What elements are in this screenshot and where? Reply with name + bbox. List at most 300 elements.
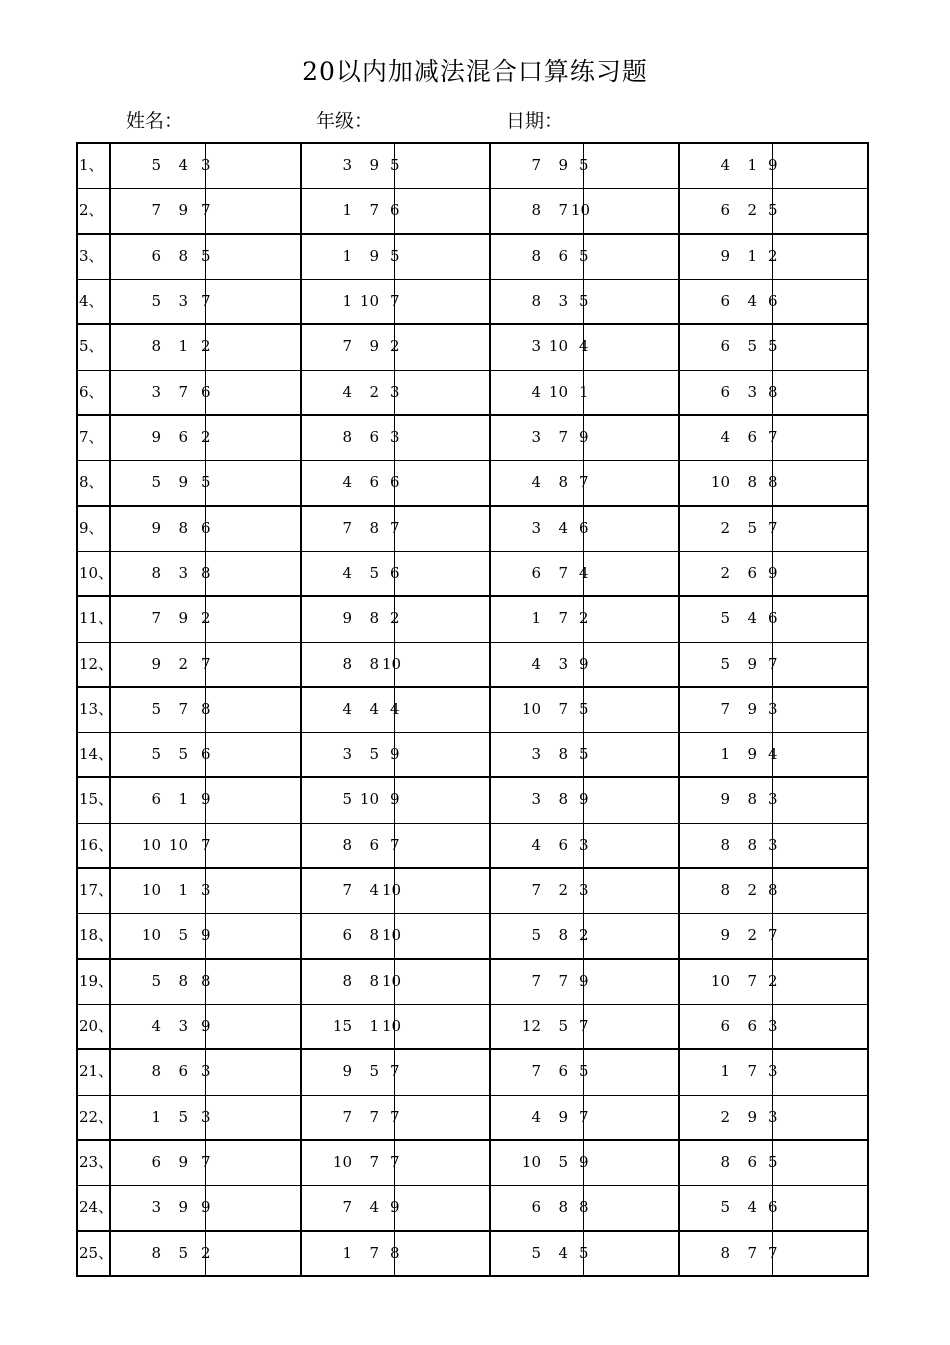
operand-b: 7 xyxy=(369,1243,379,1262)
operand-c: 7 xyxy=(390,1153,400,1172)
operand-b: 7 xyxy=(369,201,379,220)
row-number: 10、 xyxy=(79,563,114,582)
operand-a: 8 xyxy=(151,1243,161,1262)
operand-c: 9 xyxy=(768,563,778,582)
row-number: 21、 xyxy=(79,1062,114,1081)
operand-c: 7 xyxy=(768,654,778,673)
operand-c: 9 xyxy=(201,790,211,809)
row-number: 13、 xyxy=(79,699,114,718)
operand-a: 5 xyxy=(720,609,730,628)
operand-c: 8 xyxy=(390,1243,400,1262)
row-number: 12、 xyxy=(79,654,114,673)
operand-b: 7 xyxy=(369,1107,379,1126)
operand-b: 3 xyxy=(178,291,188,310)
operand-b: 6 xyxy=(558,835,568,854)
operand-c: 5 xyxy=(201,473,211,492)
operand-b: 8 xyxy=(369,926,379,945)
grid-vline xyxy=(678,143,680,1276)
operand-c: 9 xyxy=(579,1153,589,1172)
operand-a: 7 xyxy=(342,518,352,537)
operand-b: 2 xyxy=(747,926,757,945)
operand-b: 1 xyxy=(747,246,757,265)
operand-c: 7 xyxy=(201,1153,211,1172)
operand-b: 7 xyxy=(558,971,568,990)
operand-a: 7 xyxy=(342,881,352,900)
row-number: 11、 xyxy=(79,609,114,628)
operand-a: 6 xyxy=(151,790,161,809)
operand-c: 6 xyxy=(390,201,400,220)
operand-c: 4 xyxy=(579,563,589,582)
operand-b: 4 xyxy=(369,1198,379,1217)
operand-b: 7 xyxy=(178,382,188,401)
operand-c: 7 xyxy=(201,835,211,854)
operand-c: 10 xyxy=(382,926,402,945)
operand-c: 5 xyxy=(579,156,589,174)
row-number: 15、 xyxy=(79,790,114,809)
operand-b: 5 xyxy=(558,1017,568,1036)
operand-a: 8 xyxy=(342,427,352,446)
operand-c: 10 xyxy=(382,1017,402,1036)
operand-b: 2 xyxy=(747,201,757,220)
operand-b: 8 xyxy=(747,473,757,492)
operand-b: 4 xyxy=(747,609,757,628)
row-number: 5、 xyxy=(79,337,104,356)
row-number: 6、 xyxy=(79,382,104,401)
operand-c: 6 xyxy=(768,1198,778,1217)
operand-a: 1 xyxy=(720,745,730,764)
operand-a: 8 xyxy=(720,835,730,854)
operand-c: 7 xyxy=(768,926,778,945)
row-number: 4、 xyxy=(79,291,104,310)
date-label: 日期： xyxy=(506,110,564,132)
operand-c: 1 xyxy=(579,382,589,401)
operand-b: 10 xyxy=(359,291,379,310)
operand-b: 8 xyxy=(558,473,568,492)
operand-b: 8 xyxy=(747,835,757,854)
operand-b: 6 xyxy=(747,427,757,446)
operand-b: 8 xyxy=(178,971,188,990)
operand-c: 7 xyxy=(390,291,400,310)
operand-c: 9 xyxy=(390,1198,400,1217)
operand-b: 9 xyxy=(558,1107,568,1126)
operand-a: 7 xyxy=(531,156,541,174)
operand-c: 8 xyxy=(768,473,778,492)
operand-a: 4 xyxy=(342,699,352,718)
operand-a: 5 xyxy=(342,790,352,809)
operand-c: 5 xyxy=(579,291,589,310)
name-label: 姓名： xyxy=(126,110,184,132)
operand-b: 6 xyxy=(178,427,188,446)
operand-a: 8 xyxy=(531,291,541,310)
operand-c: 6 xyxy=(579,518,589,537)
operand-a: 8 xyxy=(720,1153,730,1172)
operand-c: 2 xyxy=(768,971,778,990)
operand-b: 7 xyxy=(747,1243,757,1262)
operand-b: 6 xyxy=(558,1062,568,1081)
operand-c: 6 xyxy=(390,563,400,582)
operand-a: 10 xyxy=(521,1153,541,1172)
operand-b: 9 xyxy=(747,1107,757,1126)
operand-c: 7 xyxy=(768,427,778,446)
operand-b: 9 xyxy=(178,473,188,492)
operand-a: 5 xyxy=(151,473,161,492)
operand-a: 7 xyxy=(342,1107,352,1126)
operand-b: 5 xyxy=(178,745,188,764)
operand-a: 6 xyxy=(151,246,161,265)
operand-a: 9 xyxy=(151,518,161,537)
operand-b: 6 xyxy=(558,246,568,265)
operand-b: 8 xyxy=(369,609,379,628)
operand-b: 9 xyxy=(369,156,379,174)
operand-b: 3 xyxy=(747,382,757,401)
row-number: 16、 xyxy=(79,835,114,854)
row-number: 8、 xyxy=(79,473,104,492)
operand-a: 8 xyxy=(151,1062,161,1081)
operand-c: 7 xyxy=(768,518,778,537)
operand-a: 6 xyxy=(720,1017,730,1036)
operand-a: 3 xyxy=(531,518,541,537)
operand-c: 5 xyxy=(579,1062,589,1081)
operand-b: 9 xyxy=(178,201,188,220)
operand-c: 2 xyxy=(579,926,589,945)
operand-a: 4 xyxy=(720,427,730,446)
grade-label: 年级： xyxy=(316,110,374,132)
operand-a: 3 xyxy=(531,427,541,446)
row-number: 24、 xyxy=(79,1198,114,1217)
operand-b: 4 xyxy=(558,518,568,537)
row-number: 19、 xyxy=(79,971,114,990)
operand-a: 1 xyxy=(151,1107,161,1126)
operand-c: 7 xyxy=(579,473,589,492)
operand-b: 4 xyxy=(178,156,188,174)
operand-a: 3 xyxy=(531,790,541,809)
operand-b: 3 xyxy=(178,1017,188,1036)
operand-a: 2 xyxy=(720,563,730,582)
operand-a: 9 xyxy=(720,790,730,809)
operand-c: 6 xyxy=(768,609,778,628)
operand-a: 5 xyxy=(151,745,161,764)
operand-c: 3 xyxy=(768,699,778,718)
operand-a: 5 xyxy=(151,699,161,718)
operand-c: 6 xyxy=(390,473,400,492)
operand-a: 6 xyxy=(531,563,541,582)
operand-b: 10 xyxy=(168,835,188,854)
operand-c: 4 xyxy=(390,699,400,718)
operand-c: 5 xyxy=(768,201,778,220)
operand-b: 6 xyxy=(369,835,379,854)
operand-b: 9 xyxy=(747,699,757,718)
operand-b: 5 xyxy=(747,518,757,537)
operand-b: 7 xyxy=(558,609,568,628)
operand-b: 6 xyxy=(369,473,379,492)
operand-a: 6 xyxy=(720,201,730,220)
row-number: 9、 xyxy=(79,518,104,537)
operand-a: 7 xyxy=(531,881,541,900)
operand-a: 3 xyxy=(342,156,352,174)
operand-a: 7 xyxy=(342,1198,352,1217)
operand-a: 9 xyxy=(720,246,730,265)
operand-b: 7 xyxy=(747,971,757,990)
operand-b: 8 xyxy=(178,246,188,265)
operand-a: 1 xyxy=(342,1243,352,1262)
operand-c: 3 xyxy=(201,881,211,900)
operand-b: 9 xyxy=(747,745,757,764)
operand-c: 7 xyxy=(768,1243,778,1262)
operand-c: 10 xyxy=(382,654,402,673)
operand-c: 2 xyxy=(390,337,400,356)
operand-a: 15 xyxy=(332,1017,352,1036)
operand-b: 4 xyxy=(747,1198,757,1217)
operand-a: 4 xyxy=(151,1017,161,1036)
operand-c: 10 xyxy=(382,881,402,900)
operand-c: 9 xyxy=(579,790,589,809)
operand-a: 8 xyxy=(531,246,541,265)
operand-c: 7 xyxy=(390,835,400,854)
operand-b: 2 xyxy=(369,382,379,401)
operand-b: 2 xyxy=(747,881,757,900)
operand-b: 9 xyxy=(369,246,379,265)
operand-b: 5 xyxy=(558,1153,568,1172)
operand-a: 4 xyxy=(342,563,352,582)
operand-a: 7 xyxy=(151,201,161,220)
operand-b: 8 xyxy=(747,790,757,809)
operand-c: 3 xyxy=(201,1107,211,1126)
operand-a: 3 xyxy=(151,1198,161,1217)
operand-c: 10 xyxy=(571,201,591,220)
row-number: 25、 xyxy=(79,1243,114,1262)
operand-b: 4 xyxy=(369,881,379,900)
operand-b: 7 xyxy=(558,427,568,446)
operand-a: 4 xyxy=(531,1107,541,1126)
operand-c: 10 xyxy=(382,971,402,990)
operand-c: 8 xyxy=(201,699,211,718)
operand-c: 9 xyxy=(390,745,400,764)
operand-a: 5 xyxy=(531,1243,541,1262)
operand-b: 9 xyxy=(369,337,379,356)
operand-c: 5 xyxy=(579,1243,589,1262)
operand-c: 3 xyxy=(768,1107,778,1126)
page-title: 20以内加减法混合口算练习题 xyxy=(302,57,648,86)
row-number: 22、 xyxy=(79,1107,114,1126)
operand-b: 8 xyxy=(558,1198,568,1217)
operand-a: 5 xyxy=(531,926,541,945)
operand-c: 2 xyxy=(201,1243,211,1262)
operand-a: 9 xyxy=(151,654,161,673)
operand-a: 10 xyxy=(521,699,541,718)
operand-a: 2 xyxy=(720,1107,730,1126)
operand-b: 2 xyxy=(178,654,188,673)
operand-c: 7 xyxy=(579,1107,589,1126)
operand-b: 8 xyxy=(558,926,568,945)
row-number: 7、 xyxy=(79,427,104,446)
operand-c: 3 xyxy=(768,1062,778,1081)
operand-c: 5 xyxy=(390,156,400,174)
operand-c: 2 xyxy=(201,427,211,446)
operand-b: 8 xyxy=(369,971,379,990)
row-number: 23、 xyxy=(79,1153,114,1172)
operand-c: 9 xyxy=(579,427,589,446)
operand-c: 3 xyxy=(768,1017,778,1036)
operand-a: 4 xyxy=(342,473,352,492)
operand-a: 10 xyxy=(141,881,161,900)
operand-a: 9 xyxy=(342,1062,352,1081)
row-number: 3、 xyxy=(79,246,104,265)
operand-b: 3 xyxy=(178,563,188,582)
operand-a: 8 xyxy=(720,881,730,900)
operand-b: 2 xyxy=(558,881,568,900)
operand-c: 3 xyxy=(768,835,778,854)
operand-c: 5 xyxy=(579,246,589,265)
operand-c: 3 xyxy=(390,427,400,446)
operand-b: 8 xyxy=(558,745,568,764)
operand-a: 7 xyxy=(531,1062,541,1081)
operand-c: 9 xyxy=(579,971,589,990)
row-number: 18、 xyxy=(79,926,114,945)
operand-a: 10 xyxy=(141,926,161,945)
operand-a: 10 xyxy=(141,835,161,854)
operand-c: 7 xyxy=(201,201,211,220)
operand-b: 1 xyxy=(369,1017,379,1036)
operand-a: 12 xyxy=(521,1017,541,1036)
row-number: 17、 xyxy=(79,881,114,900)
operand-c: 6 xyxy=(201,382,211,401)
operand-b: 9 xyxy=(178,609,188,628)
operand-c: 7 xyxy=(201,654,211,673)
operand-b: 8 xyxy=(369,518,379,537)
operand-a: 4 xyxy=(531,835,541,854)
operand-b: 3 xyxy=(558,291,568,310)
operand-a: 4 xyxy=(531,654,541,673)
operand-b: 5 xyxy=(178,1107,188,1126)
operand-b: 7 xyxy=(558,201,568,220)
operand-a: 3 xyxy=(151,382,161,401)
row-number: 14、 xyxy=(79,745,114,764)
operand-b: 10 xyxy=(548,382,568,401)
operand-b: 9 xyxy=(747,654,757,673)
operand-c: 6 xyxy=(201,745,211,764)
operand-a: 8 xyxy=(151,563,161,582)
grid-vline xyxy=(76,143,78,1276)
operand-c: 5 xyxy=(201,246,211,265)
operand-b: 6 xyxy=(747,1153,757,1172)
operand-c: 9 xyxy=(390,790,400,809)
operand-c: 7 xyxy=(390,1062,400,1081)
operand-b: 6 xyxy=(747,563,757,582)
operand-b: 8 xyxy=(369,654,379,673)
operand-c: 9 xyxy=(579,654,589,673)
operand-a: 4 xyxy=(720,156,730,174)
operand-a: 4 xyxy=(531,382,541,401)
operand-b: 7 xyxy=(558,699,568,718)
operand-b: 3 xyxy=(558,654,568,673)
operand-a: 6 xyxy=(720,382,730,401)
operand-a: 9 xyxy=(151,427,161,446)
operand-a: 8 xyxy=(342,971,352,990)
operand-b: 6 xyxy=(369,427,379,446)
operand-a: 7 xyxy=(531,971,541,990)
operand-c: 2 xyxy=(768,246,778,265)
operand-a: 8 xyxy=(720,1243,730,1262)
operand-a: 6 xyxy=(720,291,730,310)
operand-b: 4 xyxy=(747,291,757,310)
operand-a: 1 xyxy=(342,246,352,265)
operand-a: 5 xyxy=(720,1198,730,1217)
operand-c: 8 xyxy=(579,1198,589,1217)
operand-c: 5 xyxy=(768,1153,778,1172)
row-number: 2、 xyxy=(79,201,104,220)
operand-b: 8 xyxy=(558,790,568,809)
exercise-grid xyxy=(76,143,869,1276)
grid-vline xyxy=(300,143,302,1276)
operand-c: 9 xyxy=(768,156,778,174)
operand-a: 8 xyxy=(342,654,352,673)
operand-c: 3 xyxy=(768,790,778,809)
operand-c: 8 xyxy=(768,881,778,900)
operand-b: 8 xyxy=(178,518,188,537)
operand-c: 7 xyxy=(201,291,211,310)
operand-c: 6 xyxy=(201,518,211,537)
operand-c: 5 xyxy=(579,745,589,764)
operand-a: 5 xyxy=(151,156,161,174)
operand-a: 8 xyxy=(151,337,161,356)
operand-a: 4 xyxy=(342,382,352,401)
operand-a: 7 xyxy=(342,337,352,356)
operand-a: 10 xyxy=(710,473,730,492)
operand-c: 3 xyxy=(579,881,589,900)
operand-a: 10 xyxy=(710,971,730,990)
operand-b: 7 xyxy=(558,563,568,582)
operand-c: 7 xyxy=(390,518,400,537)
operand-c: 7 xyxy=(390,1107,400,1126)
operand-a: 8 xyxy=(342,835,352,854)
operand-b: 5 xyxy=(369,1062,379,1081)
operand-b: 6 xyxy=(178,1062,188,1081)
operand-a: 10 xyxy=(332,1153,352,1172)
operand-a: 6 xyxy=(342,926,352,945)
operand-b: 1 xyxy=(178,881,188,900)
operand-a: 3 xyxy=(342,745,352,764)
operand-b: 7 xyxy=(747,1062,757,1081)
operand-a: 1 xyxy=(342,201,352,220)
operand-b: 10 xyxy=(359,790,379,809)
operand-b: 4 xyxy=(558,1243,568,1262)
operand-a: 4 xyxy=(531,473,541,492)
operand-a: 9 xyxy=(342,609,352,628)
operand-b: 4 xyxy=(369,699,379,718)
operand-a: 7 xyxy=(151,609,161,628)
operand-c: 9 xyxy=(201,1017,211,1036)
row-number: 20、 xyxy=(79,1017,114,1036)
operand-c: 2 xyxy=(579,609,589,628)
operand-a: 6 xyxy=(720,337,730,356)
operand-b: 1 xyxy=(178,337,188,356)
operand-b: 7 xyxy=(178,699,188,718)
operand-b: 9 xyxy=(178,1153,188,1172)
operand-a: 3 xyxy=(531,745,541,764)
operand-b: 5 xyxy=(178,926,188,945)
operand-b: 10 xyxy=(548,337,568,356)
operand-b: 5 xyxy=(369,745,379,764)
operand-c: 3 xyxy=(201,1062,211,1081)
operand-b: 6 xyxy=(747,1017,757,1036)
operand-b: 5 xyxy=(178,1243,188,1262)
operand-c: 6 xyxy=(768,291,778,310)
operand-c: 3 xyxy=(579,835,589,854)
operand-c: 8 xyxy=(201,563,211,582)
operand-c: 9 xyxy=(201,926,211,945)
operand-c: 2 xyxy=(201,609,211,628)
row-number: 1、 xyxy=(79,156,104,174)
